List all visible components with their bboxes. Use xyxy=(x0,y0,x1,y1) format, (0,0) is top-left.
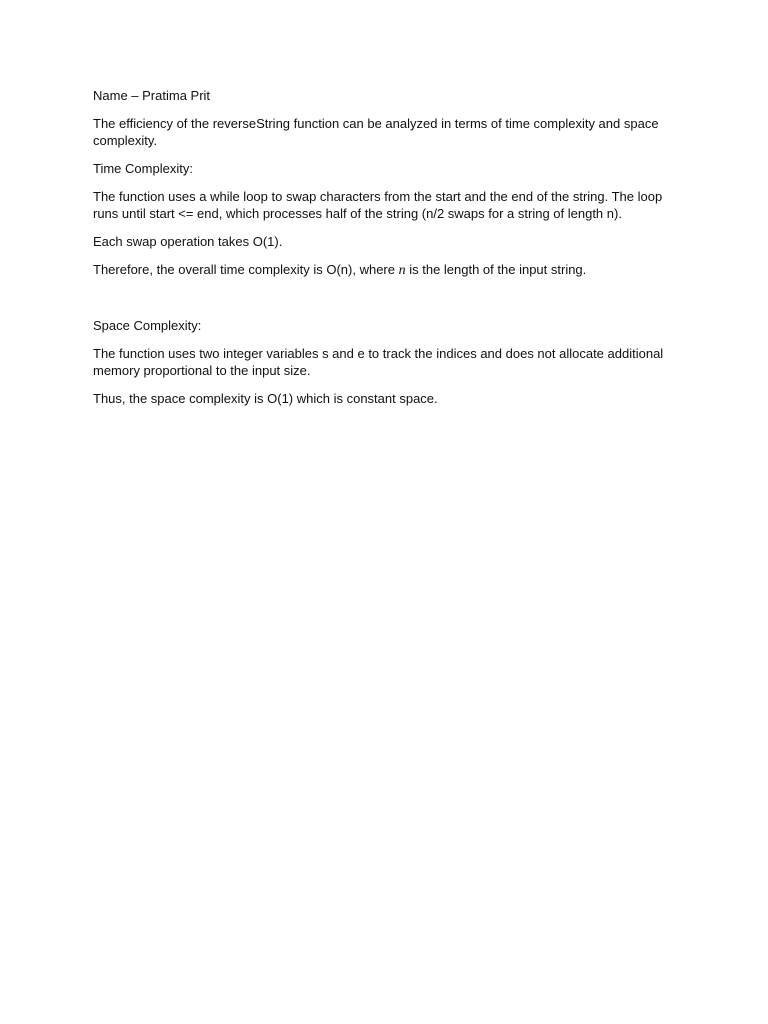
author-name-line: Name – Pratima Prit xyxy=(93,88,211,103)
time-conclusion-text-before: Therefore, the overall time complexity is O(n), where xyxy=(93,262,399,277)
math-variable-n: n xyxy=(398,263,406,278)
space-complexity-conclusion: Thus, the space complexity is O(1) which is constant space. xyxy=(93,391,438,406)
time-complexity-heading: Time Complexity: xyxy=(93,161,193,176)
space-complexity-heading: Space Complexity: xyxy=(93,318,202,333)
time-conclusion-text-after: is the length of the input string. xyxy=(405,262,587,277)
intro-paragraph: The efficiency of the reverseString function can be analyzed in terms of time complexity and space complexity. xyxy=(93,116,659,148)
time-complexity-paragraph-swap: Each swap operation takes O(1). xyxy=(93,234,283,249)
section-spacer xyxy=(93,290,678,317)
time-complexity-paragraph-loop: The function uses a while loop to swap characters from the start and the end of the string. The loop runs until start <= end, which processes half of the string (n/2 swaps for a string of length n). xyxy=(93,189,663,221)
document-body xyxy=(93,87,678,418)
space-complexity-paragraph-variables: The function uses two integer variables s and e to track the indices and does not allocate additional memory proportional to the input size. xyxy=(93,346,664,378)
time-complexity-conclusion xyxy=(93,261,678,279)
